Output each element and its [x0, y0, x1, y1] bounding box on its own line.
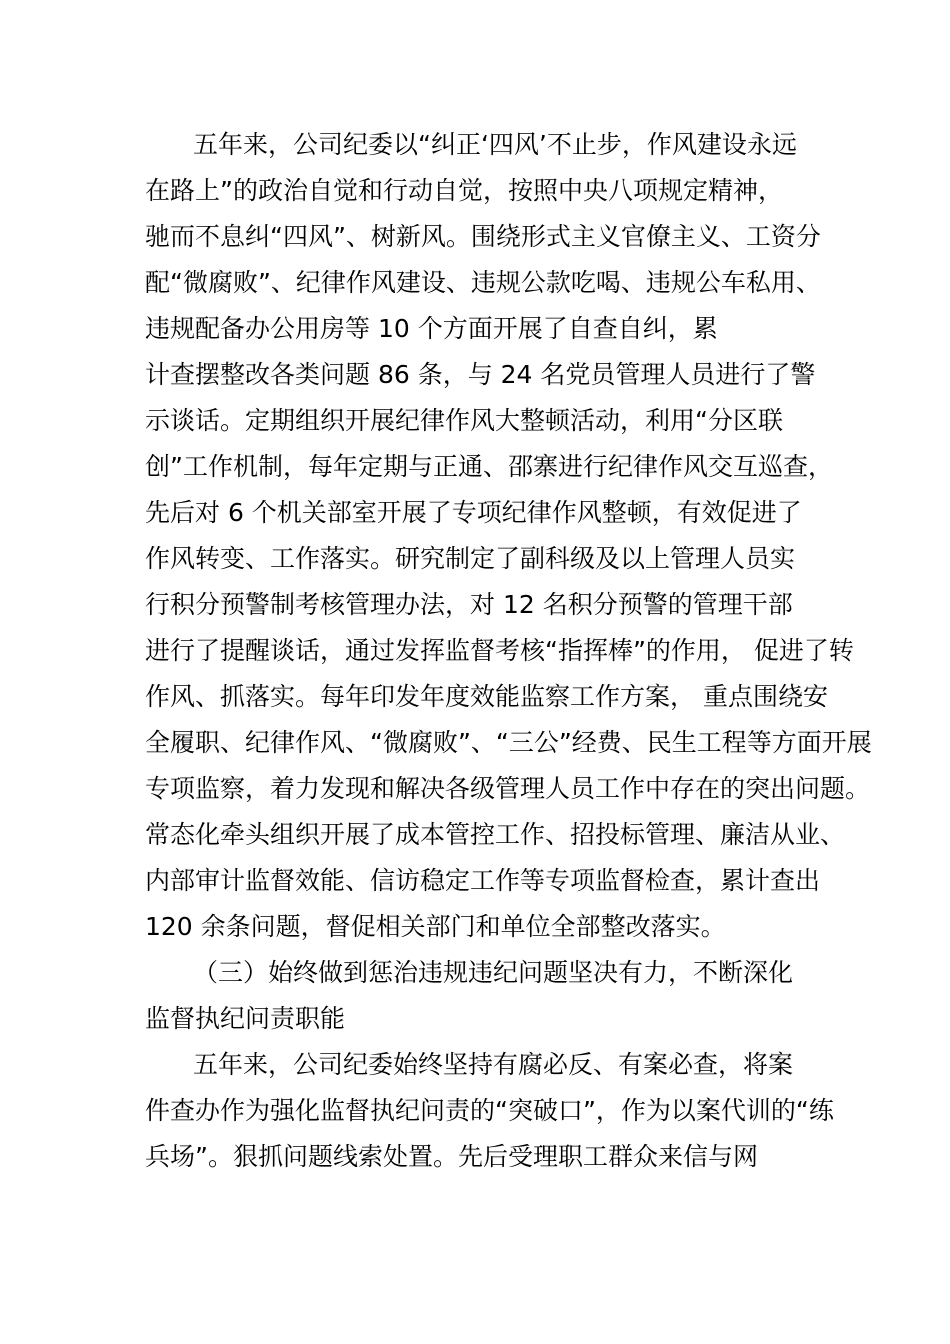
paragraph-line-9: 先后对 6 个机关部室开展了专项纪律作风整顿，有效促进了	[145, 498, 802, 527]
paragraph-line-20: 件查办作为强化监督执纪问责的“突破口”，作为以案代训的“练	[145, 1096, 834, 1125]
section-heading-line-2: 监督执纪问责职能	[145, 1004, 346, 1033]
paragraph-line-3: 驰而不息纠“四风”、树新风。围绕形式主义官僚主义、工资分	[145, 222, 821, 251]
paragraph-line-17: 内部审计监督效能、信访稳定工作等专项监督检查，累计查出	[145, 866, 821, 895]
paragraph-line-6: 计查摆整改各类问题 86 条，与 24 名党员管理人员进行了警	[145, 360, 816, 389]
paragraph-line-7: 示谈话。定期组织开展纪律作风大整顿活动，利用“分区联	[145, 406, 783, 435]
paragraph-line-16: 常态化牵头组织开展了成本管控工作、招投标管理、廉洁从业、	[145, 820, 846, 849]
paragraph-line-19: 五年来，公司纪委始终坚持有腐必反、有案必查，将案	[193, 1050, 794, 1079]
paragraph-line-10: 作风转变、工作落实。研究制定了副科级及以上管理人员实	[145, 544, 796, 573]
paragraph-line-18: 120 余条问题，督促相关部门和单位全部整改落实。	[145, 912, 726, 941]
paragraph-line-14: 全履职、纪律作风、“微腐败”、“三公”经费、民生工程等方面开展	[145, 728, 872, 757]
paragraph-line-4: 配“微腐败”、纪律作风建设、违规公款吃喝、违规公车私用、	[145, 268, 821, 297]
paragraph-line-8: 创”工作机制，每年定期与正通、邵寨进行纪律作风交互巡查，	[145, 452, 833, 481]
paragraph-line-21: 兵场”。狠抓问题线索处置。先后受理职工群众来信与网	[145, 1142, 758, 1171]
paragraph-line-11: 行积分预警制考核管理办法，对 12 名积分预警的管理干部	[145, 590, 793, 619]
section-heading-line-1: （三）始终做到惩治违规违纪问题坚决有力，不断深化	[193, 958, 794, 987]
paragraph-line-12: 进行了提醒谈话，通过发挥监督考核“指挥棒”的作用， 促进了转	[145, 636, 854, 665]
paragraph-line-13: 作风、抓落实。每年印发年度效能监察工作方案， 重点围绕安	[145, 682, 828, 711]
paragraph-line-2: 在路上”的政治自觉和行动自觉，按照中央八项规定精神，	[145, 176, 783, 205]
paragraph-line-1: 五年来，公司纪委以“纠正‘四风’不止步，作风建设永远	[193, 130, 797, 159]
paragraph-line-15: 专项监察，着力发现和解决各级管理人员工作中存在的突出问题。	[145, 774, 871, 803]
paragraph-line-5: 违规配备办公用房等 10 个方面开展了自查自纠，累	[145, 314, 718, 343]
